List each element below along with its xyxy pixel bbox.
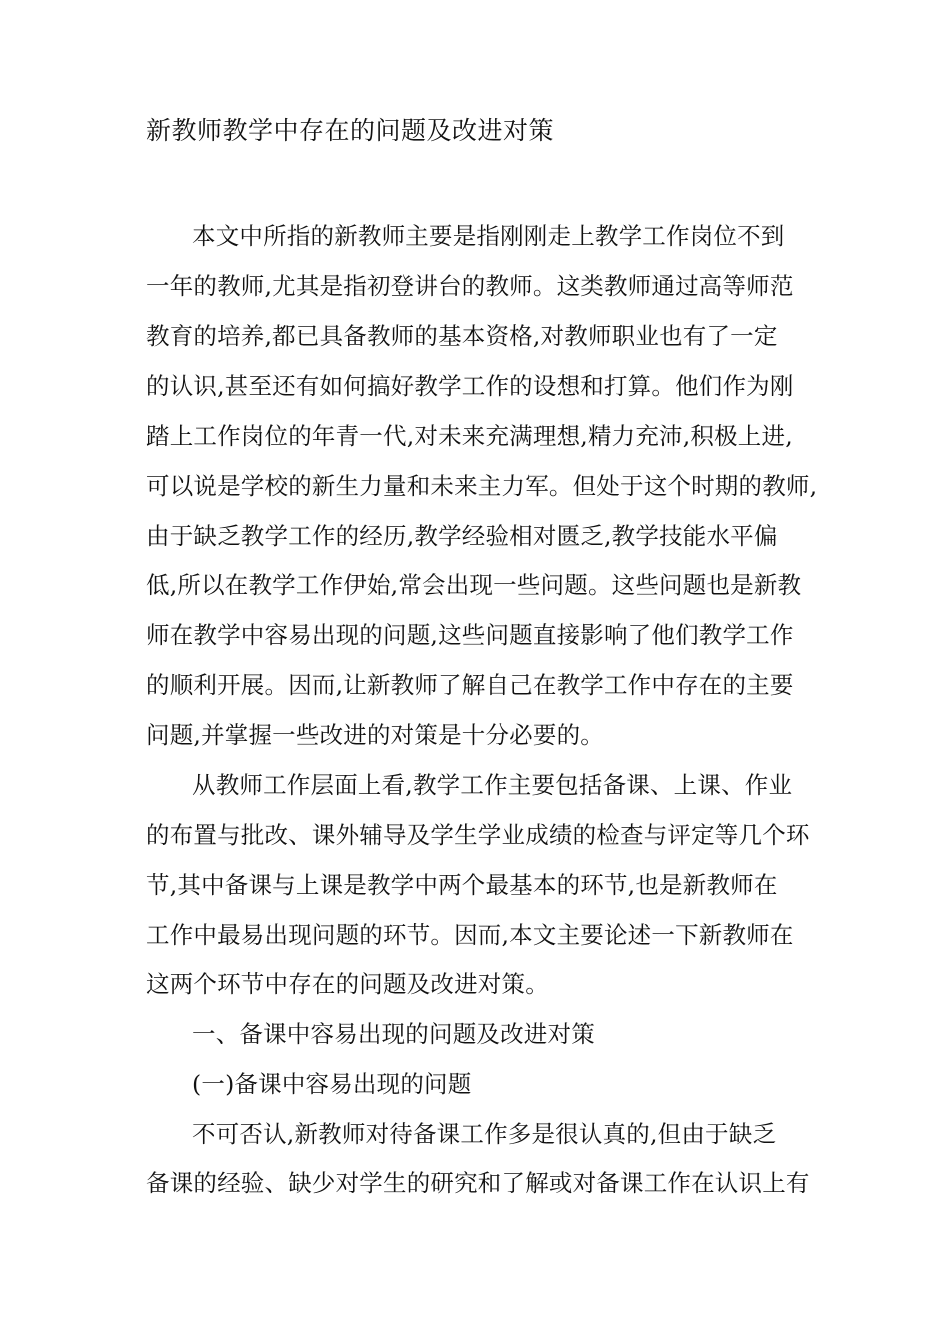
paragraph-line: 由于缺乏教学工作的经历,教学经验相对匮乏,教学技能水平偏: [146, 522, 778, 550]
paragraph-line: 的布置与批改、课外辅导及学生学业成绩的检查与评定等几个环: [146, 821, 810, 849]
paragraph-line: 从教师工作层面上看,教学工作主要包括备课、上课、作业: [192, 771, 793, 799]
paragraph-line: 低,所以在教学工作伊始,常会出现一些问题。这些问题也是新教: [146, 571, 802, 599]
paragraph-line: 节,其中备课与上课是教学中两个最基本的环节,也是新教师在: [146, 871, 778, 899]
subsection-heading: (一)备课中容易出现的问题: [192, 1070, 472, 1098]
paragraph-line: 一年的教师,尤其是指初登讲台的教师。这类教师通过高等师范: [146, 272, 794, 300]
paragraph-line: 师在教学中容易出现的问题,这些问题直接影响了他们教学工作: [146, 621, 794, 649]
paragraph-line: 可以说是学校的新生力量和未来主力军。但处于这个时期的教师,: [146, 472, 818, 500]
paragraph-line: 的顺利开展。因而,让新教师了解自己在教学工作中存在的主要: [146, 671, 794, 699]
document-title: 新教师教学中存在的问题及改进对策: [146, 116, 555, 145]
paragraph-line: 这两个环节中存在的问题及改进对策。: [146, 970, 549, 998]
paragraph-line: 教育的培养,都已具备教师的基本资格,对教师职业也有了一定: [146, 322, 778, 350]
paragraph-line: 的认识,甚至还有如何搞好教学工作的设想和打算。他们作为刚: [146, 372, 794, 400]
paragraph-line: 本文中所指的新教师主要是指刚刚走上教学工作岗位不到: [192, 222, 785, 250]
paragraph-line: 问题,并掌握一些改进的对策是十分必要的。: [146, 721, 604, 749]
paragraph-line: 不可否认,新教师对待备课工作多是很认真的,但由于缺乏: [192, 1120, 777, 1148]
paragraph-line: 踏上工作岗位的年青一代,对未来充满理想,精力充沛,积极上进,: [146, 422, 793, 450]
section-heading: 一、备课中容易出现的问题及改进对策: [192, 1020, 595, 1048]
paragraph-line: 备课的经验、缺少对学生的研究和了解或对备课工作在认识上有: [146, 1169, 810, 1197]
paragraph-line: 工作中最易出现问题的环节。因而,本文主要论述一下新教师在: [146, 921, 794, 949]
